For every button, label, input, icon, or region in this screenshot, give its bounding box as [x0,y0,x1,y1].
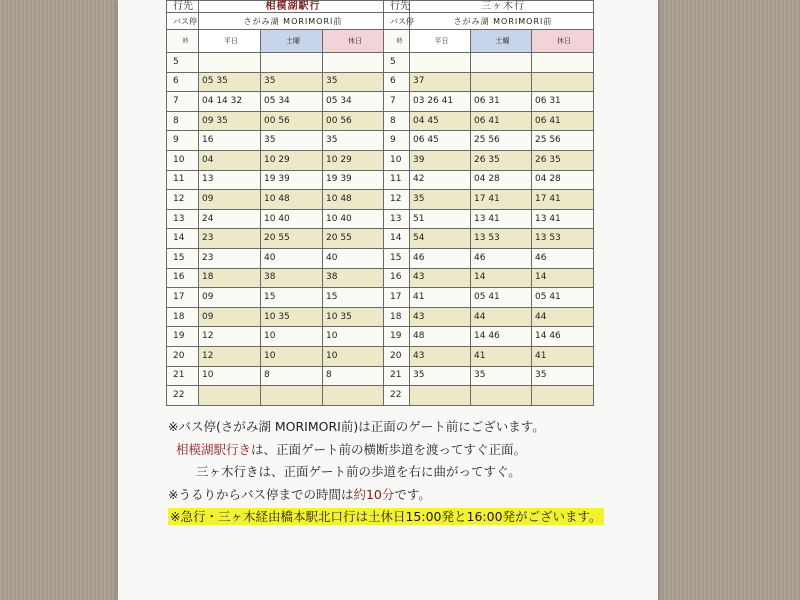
weekday-header: 平日 [199,30,261,53]
holiday-cell [532,386,594,406]
hour-cell: 16 [384,268,410,288]
holiday-cell: 05 41 [532,288,594,308]
holiday-cell [323,386,385,406]
note-red-text: 相模湖駅行き [176,441,252,457]
hour-cell: 16 [167,268,199,288]
table-row [384,131,594,151]
saturday-cell: 46 [471,248,532,268]
holiday-cell: 8 [323,366,385,386]
stop-name: さがみ湖 MORIMORI前 [199,13,385,30]
hour-cell: 22 [167,386,199,406]
hour-cell: 9 [384,131,410,151]
weekday-cell: 16 [199,131,261,151]
weekday-cell: 05 35 [199,72,261,92]
holiday-cell: 06 41 [532,111,594,131]
hour-cell: 11 [167,170,199,190]
hour-cell: 13 [167,209,199,229]
weekday-cell [410,53,471,73]
hour-cell: 17 [167,288,199,308]
saturday-cell: 26 35 [471,150,532,170]
weekday-cell: 04 [199,150,261,170]
saturday-cell: 8 [261,366,323,386]
table-row [384,72,594,92]
holiday-cell: 05 34 [323,92,385,112]
note-sagamiko-direction [168,439,638,462]
table-row [384,190,594,210]
weekday-cell: 12 [199,327,261,347]
table-row [384,209,594,229]
table-row [384,307,594,327]
saturday-cell: 35 [471,366,532,386]
hour-cell: 15 [167,248,199,268]
saturday-cell: 13 41 [471,209,532,229]
weekday-cell: 23 [199,248,261,268]
weekday-cell: 23 [199,229,261,249]
holiday-cell: 17 41 [532,190,594,210]
weekday-cell [410,386,471,406]
weekday-cell: 04 14 32 [199,92,261,112]
table-row [167,268,385,288]
hour-cell: 5 [384,53,410,73]
saturday-cell: 06 41 [471,111,532,131]
hour-cell: 14 [167,229,199,249]
dest-label: 行先 [167,1,199,13]
hour-cell: 14 [384,229,410,249]
hour-cell: 5 [167,53,199,73]
table-row [384,170,594,190]
weekday-cell: 54 [410,229,471,249]
holiday-cell: 10 48 [323,190,385,210]
weekday-cell: 12 [199,346,261,366]
weekday-cell [199,53,261,73]
dest-label: 行先 [384,1,410,13]
saturday-cell: 15 [261,288,323,308]
destination-title: 相模湖駅行 [199,1,385,13]
saturday-cell: 04 28 [471,170,532,190]
saturday-cell: 10 48 [261,190,323,210]
saturday-cell: 19 39 [261,170,323,190]
saturday-cell: 10 35 [261,307,323,327]
timetable-right [383,0,594,406]
weekday-cell: 24 [199,209,261,229]
weekday-cell: 42 [410,170,471,190]
saturday-cell [261,53,323,73]
hour-cell: 13 [384,209,410,229]
note-text: ※うるりからバス停までの時間は [168,486,354,502]
saturday-cell [261,386,323,406]
weekday-cell: 04 45 [410,111,471,131]
hour-cell: 12 [384,190,410,210]
holiday-cell: 10 [323,346,385,366]
hour-cell: 8 [384,111,410,131]
weekday-cell: 09 35 [199,111,261,131]
note-red-text: 約10分 [353,486,395,502]
saturday-cell: 44 [471,307,532,327]
holiday-header: 休日 [323,30,385,53]
saturday-cell: 00 56 [261,111,323,131]
holiday-cell: 35 [323,72,385,92]
timetable-left [166,0,385,406]
table-row [167,209,385,229]
saturday-cell: 41 [471,346,532,366]
saturday-cell: 05 34 [261,92,323,112]
notes [168,416,638,529]
holiday-cell: 38 [323,268,385,288]
table-row [384,268,594,288]
holiday-cell: 10 29 [323,150,385,170]
holiday-cell [323,53,385,73]
holiday-cell: 04 28 [532,170,594,190]
hour-cell: 21 [167,366,199,386]
weekday-cell: 43 [410,346,471,366]
table-row [167,111,385,131]
hour-cell: 19 [384,327,410,347]
table-row [167,131,385,151]
hour-cell: 18 [384,307,410,327]
saturday-cell: 40 [261,248,323,268]
hour-cell: 19 [167,327,199,347]
hour-cell: 10 [167,150,199,170]
saturday-cell [471,53,532,73]
hour-cell: 22 [384,386,410,406]
table-row [384,111,594,131]
weekday-cell: 06 45 [410,131,471,151]
holiday-cell [532,53,594,73]
hour-cell: 7 [384,92,410,112]
table-row [167,386,385,406]
table-row [384,288,594,308]
saturday-cell [471,386,532,406]
holiday-cell: 26 35 [532,150,594,170]
holiday-cell: 35 [532,366,594,386]
table-row [384,150,594,170]
destination-title: 三ヶ木行 [410,1,594,13]
saturday-cell: 10 [261,346,323,366]
hour-cell: 17 [384,288,410,308]
holiday-cell: 41 [532,346,594,366]
weekday-cell: 46 [410,248,471,268]
hour-header: 時 [167,30,199,53]
saturday-cell: 06 31 [471,92,532,112]
weekday-cell: 09 [199,190,261,210]
holiday-cell: 15 [323,288,385,308]
table-row [384,248,594,268]
weekday-cell: 43 [410,268,471,288]
weekday-cell: 35 [410,190,471,210]
weekday-cell: 09 [199,288,261,308]
saturday-cell: 10 29 [261,150,323,170]
table-row [167,346,385,366]
holiday-cell: 44 [532,307,594,327]
table-row [384,92,594,112]
weekday-cell: 39 [410,150,471,170]
note-walk-time [168,484,638,507]
saturday-cell: 38 [261,268,323,288]
hour-cell: 7 [167,92,199,112]
table-row [167,307,385,327]
weekday-cell: 48 [410,327,471,347]
saturday-cell: 35 [261,131,323,151]
hour-cell: 20 [384,346,410,366]
note-highlight: ※急行・三ヶ木経由橋本駅北口行は土休日15:00発と16:00発がございます。 [170,509,602,524]
hour-cell: 11 [384,170,410,190]
hour-cell: 18 [167,307,199,327]
weekday-cell: 51 [410,209,471,229]
holiday-cell: 20 55 [323,229,385,249]
holiday-cell: 10 [323,327,385,347]
holiday-cell [532,72,594,92]
saturday-cell: 14 46 [471,327,532,347]
stop-label: バス停 [384,13,410,30]
saturday-cell: 13 53 [471,229,532,249]
holiday-cell: 35 [323,131,385,151]
weekday-cell: 03 26 41 [410,92,471,112]
table-row [384,53,594,73]
table-row [167,248,385,268]
table-row [384,386,594,406]
holiday-cell: 10 40 [323,209,385,229]
weekday-cell: 09 [199,307,261,327]
weekday-cell: 35 [410,366,471,386]
saturday-cell: 20 55 [261,229,323,249]
holiday-cell: 46 [532,248,594,268]
hour-cell: 21 [384,366,410,386]
note-text: は、正面ゲート前の横断歩道を渡ってすぐ正面。 [251,441,527,457]
saturday-cell: 35 [261,72,323,92]
saturday-header: 土曜 [471,30,532,53]
holiday-cell: 13 53 [532,229,594,249]
table-row [167,288,385,308]
holiday-cell: 10 35 [323,307,385,327]
holiday-cell: 19 39 [323,170,385,190]
table-row [167,92,385,112]
holiday-header: 休日 [532,30,594,53]
table-row [167,366,385,386]
saturday-cell: 14 [471,268,532,288]
holiday-cell: 14 [532,268,594,288]
holiday-cell: 14 46 [532,327,594,347]
hour-cell: 9 [167,131,199,151]
hour-header: 時 [384,30,410,53]
saturday-cell: 10 40 [261,209,323,229]
weekday-cell: 43 [410,307,471,327]
weekday-cell [199,386,261,406]
table-row [384,366,594,386]
stop-label: バス停 [167,13,199,30]
saturday-cell [471,72,532,92]
saturday-cell: 25 56 [471,131,532,151]
weekday-header: 平日 [410,30,471,53]
weekday-cell: 41 [410,288,471,308]
table-row [384,346,594,366]
weekday-cell: 10 [199,366,261,386]
holiday-cell: 25 56 [532,131,594,151]
saturday-cell: 10 [261,327,323,347]
table-row [167,72,385,92]
table-row [167,170,385,190]
weekday-cell: 18 [199,268,261,288]
hour-cell: 12 [167,190,199,210]
holiday-cell: 40 [323,248,385,268]
weekday-cell: 13 [199,170,261,190]
table-row [167,53,385,73]
saturday-cell: 05 41 [471,288,532,308]
holiday-cell: 06 31 [532,92,594,112]
hour-cell: 10 [384,150,410,170]
weekday-cell: 37 [410,72,471,92]
saturday-cell: 17 41 [471,190,532,210]
stop-name: さがみ湖 MORIMORI前 [410,13,594,30]
hour-cell: 20 [167,346,199,366]
holiday-cell: 00 56 [323,111,385,131]
hour-cell: 6 [167,72,199,92]
table-row [384,327,594,347]
table-row [167,190,385,210]
hour-cell: 8 [167,111,199,131]
table-row [167,327,385,347]
table-row [167,229,385,249]
note-bus-stop-location: ※バス停(さがみ湖 MORIMORI前)は正面のゲート前にございます。 [168,419,545,434]
table-row [384,229,594,249]
saturday-header: 土曜 [261,30,323,53]
table-row [167,150,385,170]
note-express [168,506,638,529]
note-text: です。 [394,486,431,502]
hour-cell: 15 [384,248,410,268]
holiday-cell: 13 41 [532,209,594,229]
hour-cell: 6 [384,72,410,92]
note-mikagi-direction: 三ヶ木行きは、正面ゲート前の歩道を右に曲がってすぐ。 [196,464,521,479]
